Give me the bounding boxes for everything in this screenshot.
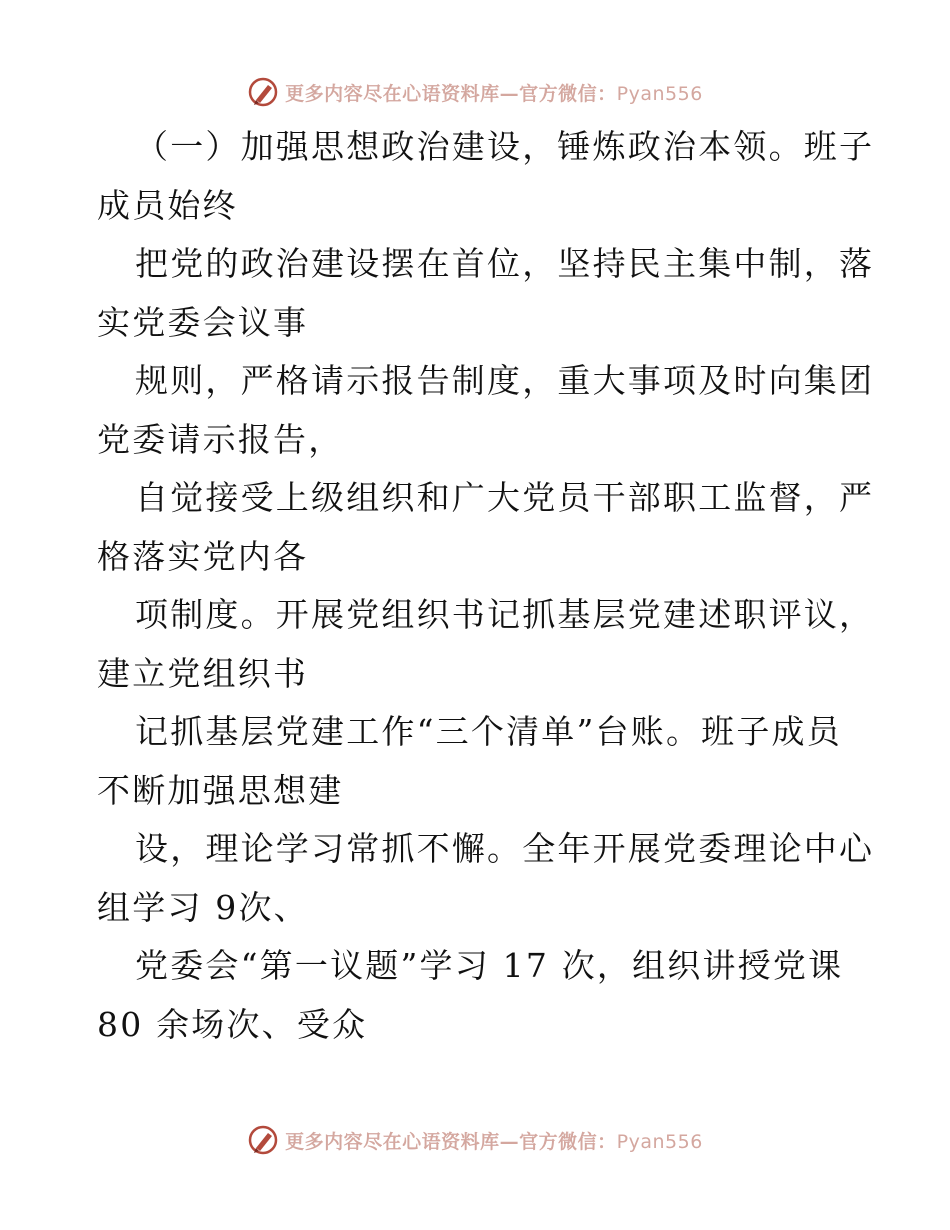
body-line: 自觉接受上级组织和广大党员干部职工监督，严 [135, 478, 875, 517]
footer-watermark [0, 1120, 950, 1160]
body-line: 把党的政治建设摆在首位，坚持民主集中制，落 [135, 244, 875, 283]
body-line: 设，理论学习常抓不懈。全年开展党委理论中心 [135, 829, 875, 868]
pen-circle-logo-icon [247, 76, 279, 108]
watermark-text: 更多内容尽在心语资料库—官方微信：Pyan556 [285, 82, 703, 105]
watermark-text: 更多内容尽在心语资料库—官方微信：Pyan556 [285, 1130, 703, 1153]
header-watermark [0, 72, 950, 112]
body-line: 党委会“第一议题”学习 17 次，组织讲授党课 [135, 946, 844, 985]
document-body [97, 118, 875, 1054]
body-line: 记抓基层党建工作“三个清单”台账。班子成员 [135, 712, 842, 751]
body-line: 成员始终 [97, 185, 238, 225]
body-line: 党委请示报告， [97, 419, 344, 459]
body-line: 建立党组织书 [97, 653, 309, 693]
body-line: 80 余场次、受众 [97, 1004, 368, 1044]
body-line: 项制度。开展党组织书记抓基层党建述职评议， [135, 595, 875, 634]
body-line: 组学习 9次、 [97, 887, 309, 927]
pen-circle-logo-icon [247, 1124, 279, 1156]
body-line: 规则，严格请示报告制度，重大事项及时向集团 [135, 361, 875, 400]
body-line: 格落实党内各 [97, 536, 309, 576]
body-line: （一）加强思想政治建设，锤炼政治本领。班子 [135, 127, 875, 166]
body-line: 实党委会议事 [97, 302, 309, 342]
body-line: 不断加强思想建 [97, 770, 344, 810]
